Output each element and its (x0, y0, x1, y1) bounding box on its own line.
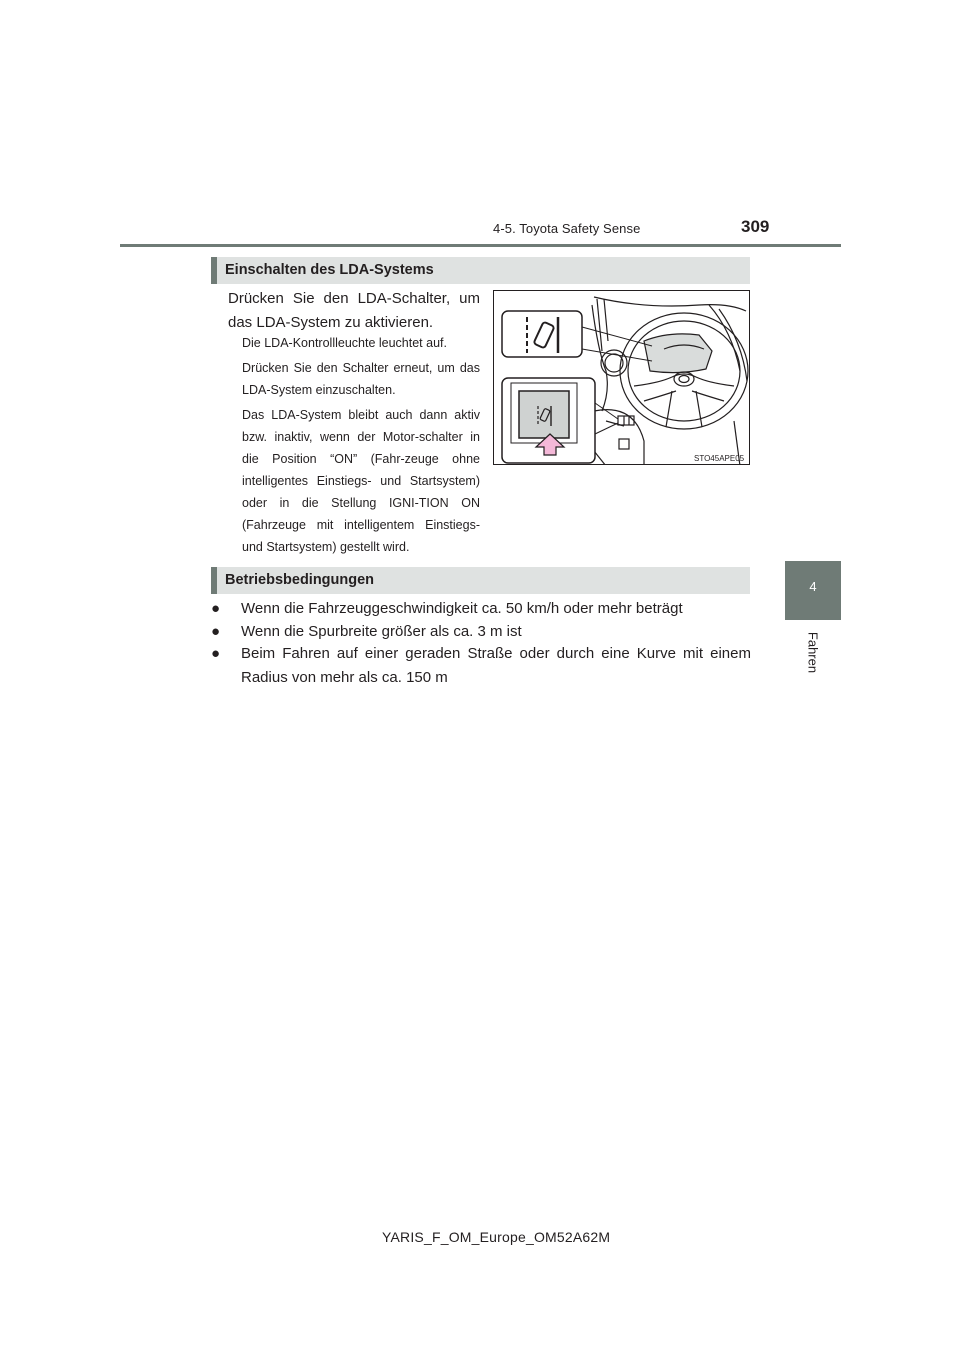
list-item (211, 620, 751, 644)
chapter-name: Fahren (805, 631, 821, 674)
bullet-icon: ● (211, 645, 221, 662)
condition-speed: Wenn die Fahrzeuggeschwindigkeit ca. 50 km/h oder mehr beträgt (241, 600, 683, 617)
section-accent (211, 257, 217, 284)
header-section-title: 4-5. Toyota Safety Sense (493, 221, 641, 236)
note-indicator-lights: Die LDA-Kontrollleuchte leuchtet auf. (242, 336, 447, 350)
chapter-tab (785, 561, 841, 620)
condition-lane-width: Wenn die Spurbreite größer als ca. 3 m ist (241, 623, 522, 640)
dashboard-svg (494, 291, 750, 465)
figure-code: STO45APE05 (694, 454, 745, 463)
list-item (211, 597, 751, 621)
section-title: Betriebsbedingungen (225, 572, 375, 588)
lda-switch-button (519, 391, 569, 438)
document-reference: YARIS_F_OM_Europe_OM52A62M (382, 1229, 611, 1245)
section-title: Einschalten des LDA-Systems (225, 262, 434, 278)
header-rule (120, 244, 841, 247)
condition-curve-radius: Beim Fahren auf einer geraden Straße oder durch eine Kurve mit einem Radius von mehr als ca. 150 m (241, 645, 751, 686)
list-item (211, 642, 751, 690)
page-number: 309 (741, 217, 770, 236)
bullet-icon: ● (211, 623, 221, 640)
instruction-line-2: das LDA-System zu aktivieren. (228, 314, 434, 331)
chapter-number: 4 (809, 579, 817, 594)
note-press-again: Drücken Sie den Schalter erneut, um das LDA-System einzuschalten. (242, 361, 480, 397)
callout-meter-box (502, 311, 582, 357)
note-system-state: Das LDA-System bleibt auch dann aktiv bzw. inaktiv, wenn der Motor-schalter in die Position “ON” (Fahr-zeuge ohne intelligentes Einstiegs- und Startsystem) oder in die Stellung IGNI-TION ON (Fahrzeuge mit intelligentem Einstiegs- und Startsystem) gestellt wird. (242, 408, 480, 554)
section-heading-betriebsbedingungen (211, 567, 750, 594)
dashboard-illustration (493, 290, 750, 465)
instruction-line-1: Drücken Sie den LDA-Schalter, um (228, 290, 480, 307)
section-heading-einschalten (211, 257, 750, 284)
section-accent (211, 567, 217, 594)
bullet-icon: ● (211, 600, 221, 617)
